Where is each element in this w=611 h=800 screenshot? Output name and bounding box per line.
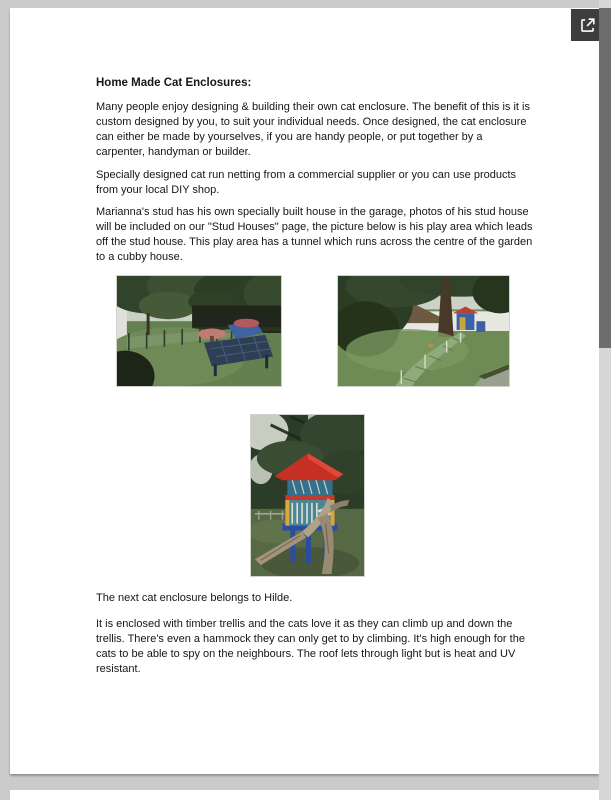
- garden-tunnel-photo: [337, 275, 510, 387]
- document-page: [10, 8, 599, 774]
- paragraph-intro: Many people enjoy designing & building their own cat enclosure. The benefit of this is it is custom designed by you, to suit your individual needs. Once designed, the cat enclosure can either be made by yourselves, if you are handy people, or put together by a carpenter, handyman or builder.: [96, 101, 530, 158]
- paragraph-marianna: Marianna's stud has his own specially built house in the garage, photos of his stud house will be included on our "Stud Houses" page, the picture below is his play area which leads off the stud house. This play area has a tunnel which runs across the centre of the garden to a cubby house.: [96, 206, 533, 263]
- paragraph-netting: Specially designed cat run netting from a commercial supplier or you can use products from your local DIY shop.: [96, 169, 517, 196]
- garden-play-area-photo: [116, 275, 282, 387]
- cubby-house-photo: [250, 414, 365, 577]
- document-heading: Home Made Cat Enclosures:: [96, 77, 252, 89]
- scrollbar-thumb[interactable]: [599, 8, 611, 348]
- open-in-new-icon: [578, 16, 597, 35]
- next-page-preview: [10, 790, 599, 800]
- paragraph-trellis: It is enclosed with timber trellis and the cats love it as they can climb up and down the trellis. There's even a hammock they can only get to by climbing. It's high enough for the cats to be able to spy on the neighbours. The roof lets through light but is heat and UV resistant.: [96, 618, 525, 675]
- scrollbar-track[interactable]: [599, 0, 611, 800]
- paragraph-hilde: The next cat enclosure belongs to Hilde.: [96, 592, 293, 604]
